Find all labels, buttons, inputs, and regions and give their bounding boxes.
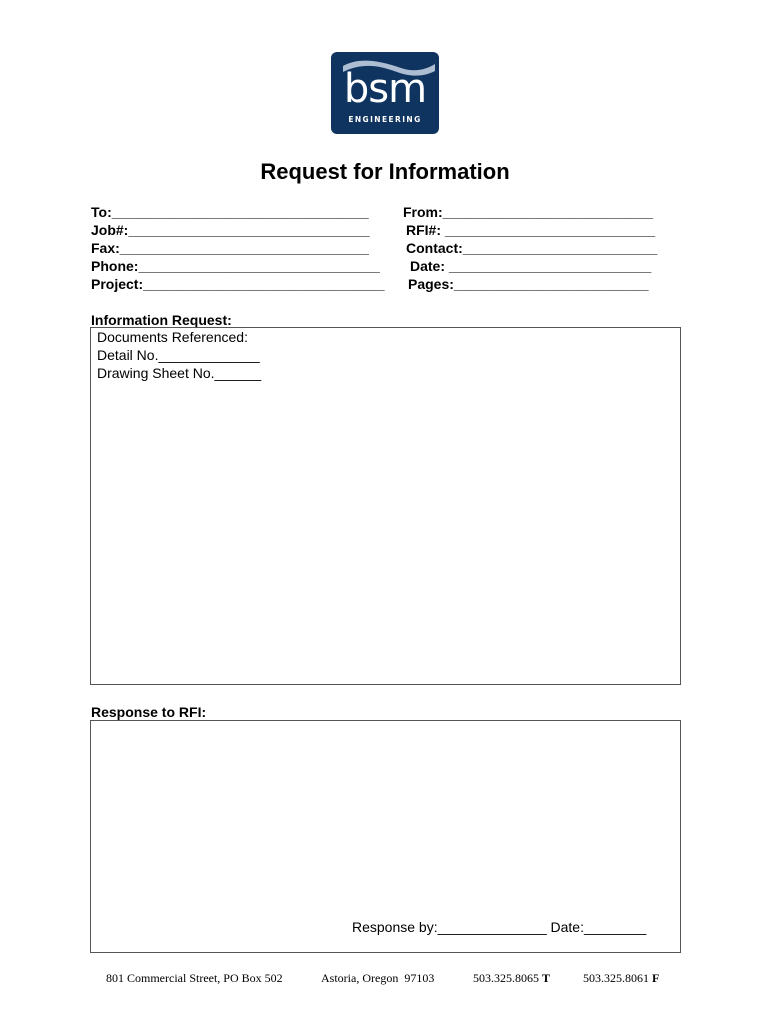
- logo-subtitle: ENGINEERING: [348, 115, 422, 124]
- response-by-line: Response by:______________ Date:________: [352, 919, 647, 935]
- footer-address: 801 Commercial Street, PO Box 502: [106, 971, 283, 985]
- company-logo: [331, 52, 439, 134]
- footer-city: Astoria, Oregon 97103: [321, 971, 435, 985]
- information-request-label: Information Request:: [91, 312, 232, 328]
- field-rfi: RFI#: ___________________________: [406, 222, 656, 238]
- field-job: Job#:_______________________________: [91, 222, 370, 238]
- footer-fax-suffix: F: [652, 971, 660, 985]
- footer-fax: [583, 970, 659, 986]
- field-fax: Fax:________________________________: [91, 240, 369, 256]
- field-project: Project:_______________________________: [91, 276, 385, 292]
- field-contact: Contact:_________________________: [406, 240, 658, 256]
- field-pages: Pages:_________________________: [408, 276, 649, 292]
- footer-fax-number: 503.325.8061: [583, 971, 649, 985]
- footer-phone-suffix: T: [542, 971, 551, 985]
- field-date: Date: __________________________: [410, 258, 652, 274]
- drawing-sheet-line: Drawing Sheet No.______: [97, 365, 262, 381]
- detail-no-line: Detail No._____________: [97, 347, 260, 363]
- field-from: From:___________________________: [403, 204, 653, 220]
- footer-phone-number: 503.325.8065: [473, 971, 539, 985]
- documents-referenced-line: Documents Referenced:: [97, 329, 248, 345]
- field-to: To:_________________________________: [91, 204, 369, 220]
- page-title: Request for Information: [260, 159, 510, 184]
- response-label: Response to RFI:: [91, 704, 207, 720]
- logo-wordmark: bsm: [343, 66, 427, 112]
- footer-phone: [473, 970, 550, 986]
- field-phone: Phone:_______________________________: [91, 258, 380, 274]
